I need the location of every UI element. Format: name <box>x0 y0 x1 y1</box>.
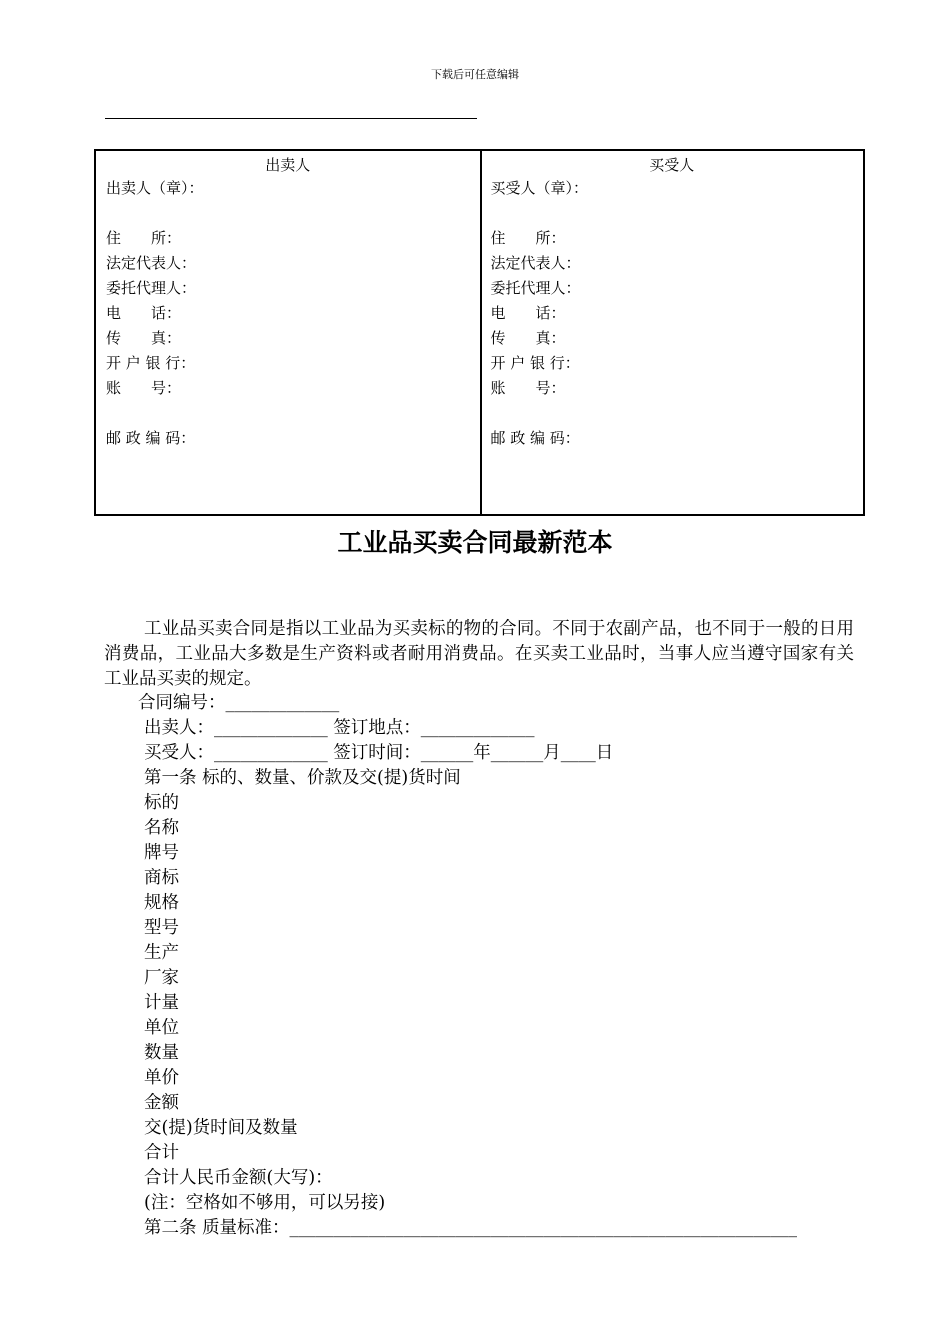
parties-table <box>94 149 865 516</box>
buyer-date-line: 买受人：_____________ 签订时间：______年______月____日 <box>144 743 614 763</box>
buyer-phone-line: 电 话： <box>490 304 566 322</box>
buyer-account-line: 账 号： <box>490 379 566 397</box>
item-label: 金额 <box>144 1093 179 1113</box>
buyer-bank-line: 开 户 银 行： <box>490 354 580 372</box>
item-label: 单位 <box>144 1018 179 1038</box>
seller-fax-line: 传 真： <box>106 329 182 347</box>
seller-postcode-line: 邮 政 编 码： <box>106 429 196 447</box>
seller-column <box>96 151 480 514</box>
item-label: 单价 <box>144 1068 179 1088</box>
seller-title: 出卖人 <box>265 156 311 174</box>
buyer-legal-rep-line: 法定代表人： <box>490 254 581 272</box>
item-label: 规格 <box>144 893 179 913</box>
contract-number-line: 合同编号：_____________ <box>138 693 340 713</box>
seller-phone-line: 电 话： <box>106 304 182 322</box>
article-2-line: 第二条 质量标准：__________________________________________________________ <box>144 1218 798 1238</box>
contract-body <box>138 691 798 1241</box>
seller-legal-rep-line: 法定代表人： <box>106 254 197 272</box>
buyer-title: 买受人 <box>649 156 695 174</box>
item-label: 生产 <box>144 943 179 963</box>
item-label: 名称 <box>144 818 179 838</box>
seller-seal-line: 出卖人（章）： <box>106 179 204 197</box>
item-label: 型号 <box>144 918 179 938</box>
total-amount-line: 合计人民币金额(大写)： <box>144 1168 333 1188</box>
seller-blank-line <box>106 201 480 226</box>
item-label: 牌号 <box>144 843 179 863</box>
buyer-agent-line: 委托代理人： <box>490 279 581 297</box>
buyer-seal-line: 买受人（章）： <box>490 179 589 197</box>
item-label: 厂家 <box>144 968 179 988</box>
buyer-postcode-line: 邮 政 编 码： <box>490 429 580 447</box>
seller-account-line: 账 号： <box>106 379 182 397</box>
article-1-heading: 第一条 标的、数量、价款及交(提)货时间 <box>144 768 461 788</box>
item-label: 数量 <box>144 1043 179 1063</box>
intro-paragraph: 工业品买卖合同是指以工业品为买卖标的物的合同。不同于农副产品，也不同于一般的日用消费品，工业品大多数是生产资料或者耐用消费品。在买卖工业品时，当事人应当遵守国家有关工业品买卖的规定。 <box>104 619 854 689</box>
top-rule <box>105 118 477 119</box>
buyer-address-line: 住 所： <box>490 229 566 247</box>
item-label: 商标 <box>144 868 179 888</box>
buyer-column <box>480 151 864 514</box>
buyer-blank-line-2 <box>491 401 864 426</box>
item-label: 交(提)货时间及数量 <box>144 1118 298 1138</box>
document-title: 工业品买卖合同最新范本 <box>337 528 613 557</box>
seller-blank-line-2 <box>106 401 480 426</box>
header-note: 下载后可任意编辑 <box>431 68 519 81</box>
item-label: 计量 <box>144 993 179 1013</box>
item-label: 标的 <box>144 793 179 813</box>
seller-address-line: 住 所： <box>106 229 182 247</box>
buyer-blank-line <box>491 201 864 226</box>
seller-place-line: 出卖人：_____________ 签订地点：_____________ <box>144 718 535 738</box>
seller-bank-line: 开 户 银 行： <box>106 354 196 372</box>
note-line: (注：空格如不够用，可以另接) <box>144 1193 386 1213</box>
buyer-fax-line: 传 真： <box>490 329 566 347</box>
total-label: 合计 <box>144 1143 179 1163</box>
seller-agent-line: 委托代理人： <box>106 279 197 297</box>
